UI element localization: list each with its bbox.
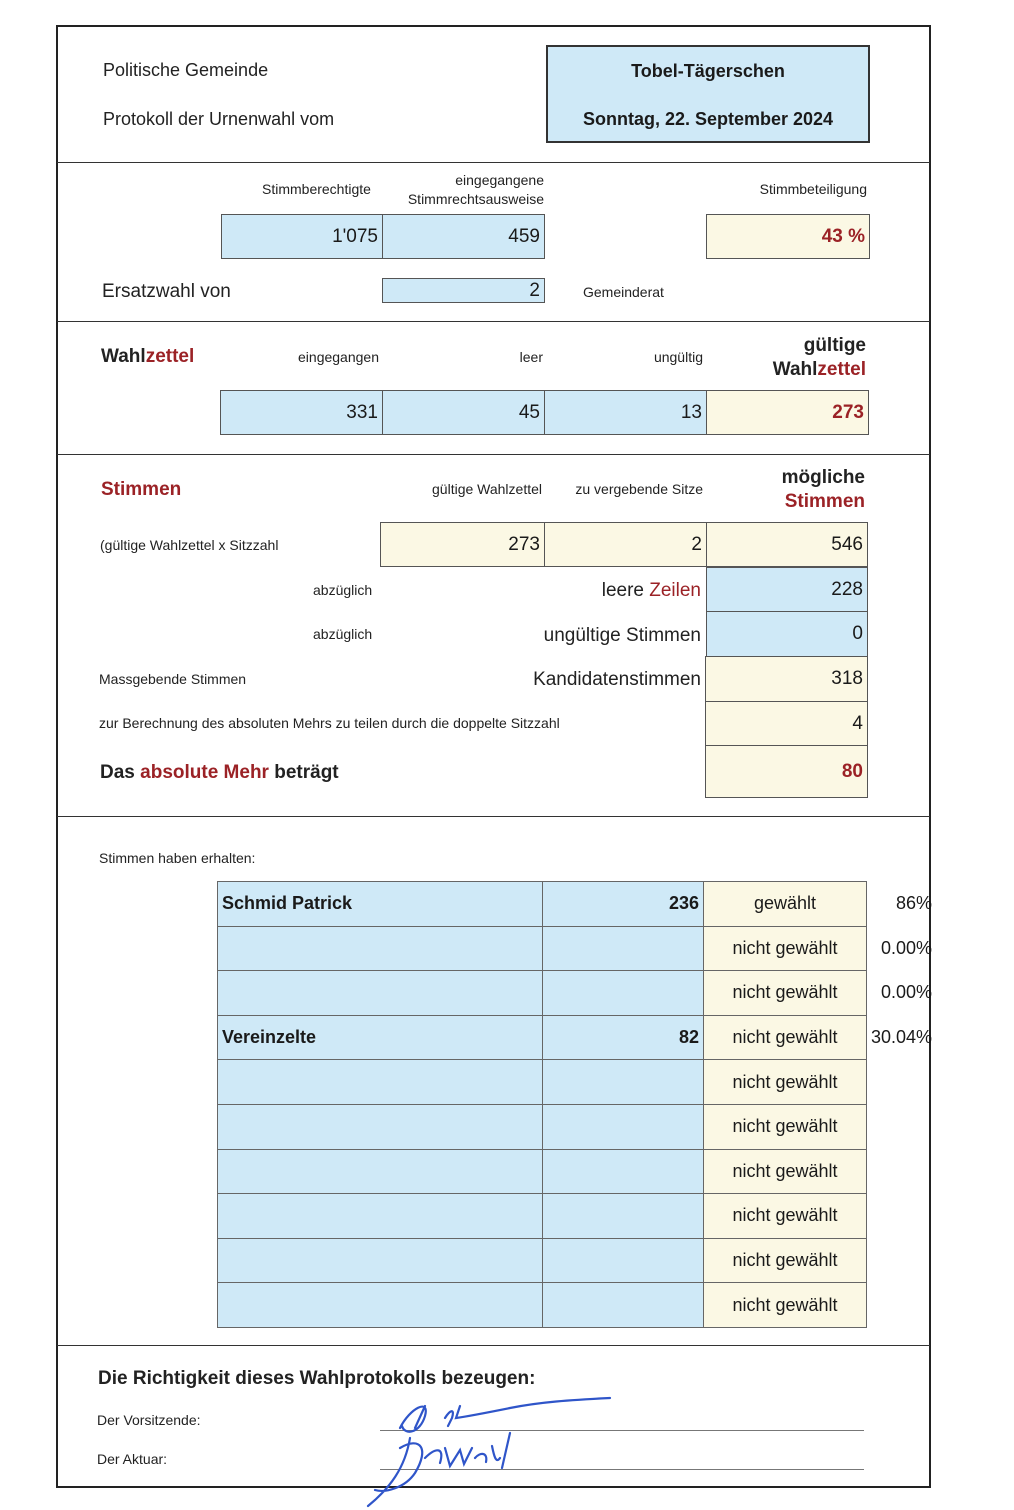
candidate-name: [218, 1060, 543, 1105]
ausweise-value: 459: [382, 214, 545, 259]
candidate-name: [218, 926, 543, 971]
ungueltig-label: ungültig: [653, 349, 703, 365]
candidate-votes: [543, 1238, 704, 1283]
ungueltig-value: 13: [544, 390, 707, 435]
gemeinde-label: Politische Gemeinde: [103, 60, 269, 80]
gemeinde-name: Tobel-Tägerschen: [631, 61, 785, 81]
stimmberechtigte-value: 1'075: [221, 214, 383, 259]
leer-label: leer: [519, 349, 543, 365]
ungueltige-stimmen-label: ungültige Stimmen: [543, 625, 701, 646]
ersatzwahl-anzahl: 2: [382, 278, 545, 303]
divider: [57, 321, 930, 322]
candidate-percent: 0.00%: [881, 982, 933, 1003]
gueltige-value: 273: [706, 390, 869, 435]
candidate-percent: [867, 1060, 937, 1105]
doppelte-sitzzahl-value: 4: [705, 701, 868, 746]
candidate-status: nicht gewählt: [704, 971, 867, 1016]
candidate-status: nicht gewählt: [704, 926, 867, 971]
candidate-name: [218, 1149, 543, 1194]
candidate-votes: [543, 1283, 704, 1328]
candidate-votes: [543, 1060, 704, 1105]
stimmbeteiligung-value: 43 %: [706, 214, 870, 259]
results-table: [217, 881, 937, 1328]
candidate-status: nicht gewählt: [704, 1238, 867, 1283]
stimmbeteiligung-label: Stimmbeteiligung: [759, 181, 867, 197]
ausweise-label-2: Stimmrechtsausweise: [407, 191, 544, 207]
result-row: [218, 971, 937, 1016]
leere-zeilen-label: leere Zeilen: [601, 580, 701, 601]
candidate-percent: 86%: [896, 893, 933, 914]
moegliche-label-1: mögliche: [781, 467, 865, 488]
result-row: [218, 1149, 937, 1194]
candidate-votes: 236: [543, 882, 704, 927]
candidate-percent: [867, 1104, 937, 1149]
gueltige-wahlzettel-label: gültige Wahlzettel: [432, 481, 542, 497]
signature-aktuar: [360, 1428, 560, 1510]
absolutes-mehr-value: 80: [705, 745, 868, 798]
berechnung-label: zur Berechnung des absoluten Mehrs zu teilen durch die doppelte Sitzzahl: [99, 715, 560, 731]
result-row: [218, 882, 937, 927]
divider: [57, 454, 930, 455]
result-row: [218, 1015, 937, 1060]
abzueglich-label-2: abzüglich: [313, 626, 373, 642]
candidate-votes: 82: [543, 1015, 704, 1060]
candidate-name: [218, 1194, 543, 1239]
candidate-percent: [867, 1283, 937, 1328]
gueltige-label-2: Wahlzettel: [772, 359, 866, 380]
candidate-percent: [867, 1238, 937, 1283]
kandidatenstimmen-label: Kandidatenstimmen: [533, 669, 701, 690]
kandidatenstimmen-value: 318: [705, 656, 868, 702]
sitze-value: 2: [544, 522, 707, 567]
candidate-name: Vereinzelte: [218, 1015, 543, 1060]
leere-zeilen-value: 228: [706, 567, 868, 612]
result-row: [218, 1238, 937, 1283]
ergebnis-title: Stimmen haben erhalten:: [99, 850, 256, 866]
absolutes-mehr-label: Das absolute Mehr beträgt: [100, 762, 339, 783]
protokoll-label: Protokoll der Urnenwahl vom: [103, 109, 335, 129]
candidate-votes: [543, 926, 704, 971]
candidate-percent: 30.04%: [871, 1027, 933, 1048]
bezeugung-title: Die Richtigkeit dieses Wahlprotokolls bezeugen:: [98, 1368, 536, 1389]
candidate-percent: [867, 1194, 937, 1239]
candidate-name: [218, 1104, 543, 1149]
stimmberechtigte-label: Stimmberechtigte: [262, 181, 371, 197]
candidate-votes: [543, 971, 704, 1016]
eingegangen-label: eingegangen: [298, 349, 379, 365]
ungueltige-stimmen-value: 0: [706, 611, 868, 657]
result-row: [218, 1104, 937, 1149]
abzueglich-label-1: abzüglich: [313, 582, 373, 598]
candidate-name: Schmid Patrick: [218, 882, 543, 927]
gueltige-label-1: gültige: [803, 335, 866, 356]
candidate-status: nicht gewählt: [704, 1149, 867, 1194]
wahl-datum: Sonntag, 22. September 2024: [582, 109, 834, 129]
candidate-status: nicht gewählt: [704, 1060, 867, 1105]
candidate-status: gewählt: [704, 882, 867, 927]
candidate-percent: 0.00%: [881, 937, 933, 958]
stimmen-title: Stimmen: [101, 479, 182, 500]
result-row: [218, 1194, 937, 1239]
eingegangen-value: 331: [220, 390, 383, 435]
moegliche-value: 546: [706, 522, 868, 567]
result-row: [218, 926, 937, 971]
ersatzwahl-label: Ersatzwahl von: [102, 281, 231, 302]
candidate-status: nicht gewählt: [704, 1104, 867, 1149]
ausweise-label-1: eingegangene: [455, 172, 544, 188]
wahlzettel-title: Wahlzettel: [101, 346, 195, 367]
candidate-status: nicht gewählt: [704, 1015, 867, 1060]
candidate-name: [218, 971, 543, 1016]
divider: [57, 162, 930, 163]
candidate-percent: [867, 1149, 937, 1194]
sitze-label: zu vergebende Sitze: [575, 481, 703, 497]
leer-value: 45: [382, 390, 545, 435]
vorsitzende-label: Der Vorsitzende:: [97, 1412, 201, 1428]
aktuar-label: Der Aktuar:: [97, 1451, 168, 1467]
moegliche-label-2: Stimmen: [784, 491, 865, 512]
candidate-votes: [543, 1104, 704, 1149]
candidate-status: nicht gewählt: [704, 1194, 867, 1239]
gueltige-wahlzettel-value: 273: [380, 522, 545, 567]
candidate-votes: [543, 1194, 704, 1239]
candidate-status: nicht gewählt: [704, 1283, 867, 1328]
behoerde-label: Gemeinderat: [583, 284, 664, 300]
result-row: [218, 1283, 937, 1328]
massgebende-label: Massgebende Stimmen: [99, 671, 247, 687]
divider: [57, 816, 930, 817]
result-row: [218, 1060, 937, 1105]
candidate-name: [218, 1238, 543, 1283]
candidate-name: [218, 1283, 543, 1328]
candidate-votes: [543, 1149, 704, 1194]
divider: [57, 1345, 930, 1346]
header-box: [546, 45, 870, 143]
formel-label: (gültige Wahlzettel x Sitzzahl: [100, 537, 279, 553]
